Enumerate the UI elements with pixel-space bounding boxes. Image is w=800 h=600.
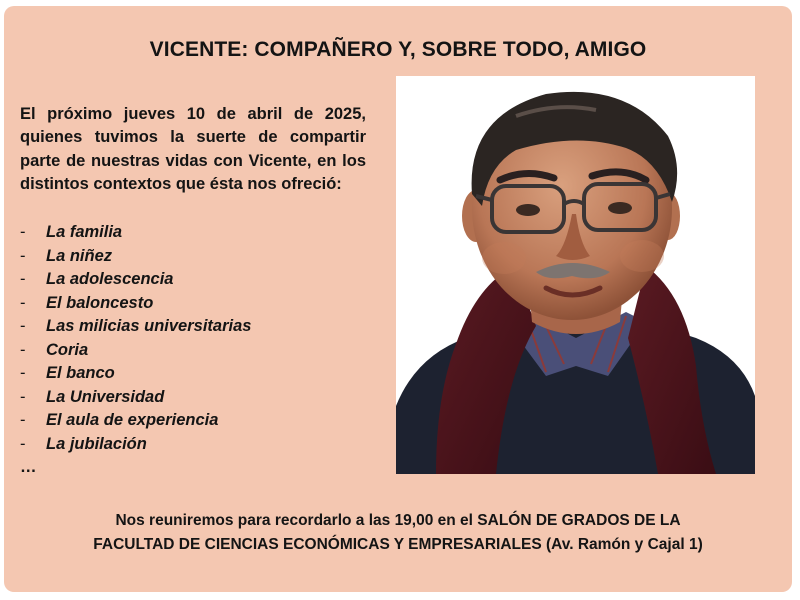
footer-announcement	[4, 509, 792, 557]
list-item-label: Coria	[46, 340, 89, 359]
contexts-list	[20, 221, 251, 456]
portrait-photo	[396, 76, 755, 474]
list-item-label: La niñez	[46, 246, 113, 265]
list-item	[20, 433, 251, 457]
memorial-flyer	[4, 6, 792, 592]
list-item-label: La Universidad	[46, 387, 165, 406]
list-dash: -	[20, 270, 26, 288]
list-item-label: La adolescencia	[46, 270, 174, 288]
list-dash: -	[20, 364, 26, 382]
list-item-label: El baloncesto	[46, 293, 154, 312]
footer-line-1: Nos reuniremos para recordarlo a las 19,00 en el SALÓN DE GRADOS DE LA	[115, 512, 681, 529]
list-item	[20, 268, 251, 292]
list-item	[20, 386, 251, 410]
list-dash: -	[20, 293, 26, 312]
footer-line-2: FACULTAD DE CIENCIAS ECONÓMICAS Y EMPRESARIALES (Av. Ramón y Cajal 1)	[93, 536, 703, 553]
portrait-illustration	[396, 76, 755, 474]
list-item	[20, 339, 251, 363]
list-dash: -	[20, 246, 26, 265]
list-dash: -	[20, 411, 26, 429]
list-item	[20, 221, 251, 245]
list-item	[20, 362, 251, 386]
list-item	[20, 292, 251, 316]
list-item-label: La familia	[46, 223, 123, 241]
flyer-title: VICENTE: COMPAÑERO Y, SOBRE TODO, AMIGO	[149, 38, 647, 61]
list-dash: -	[20, 387, 26, 406]
list-item-label: La jubilación	[46, 434, 147, 453]
intro-paragraph: El próximo jueves 10 de abril de 2025, quienes tuvimos la suerte de compartir parte de nuestras vidas con Vicente, en los distintos contextos que ésta nos ofreció:	[20, 105, 366, 194]
list-dash: -	[20, 317, 26, 335]
list-dash: -	[20, 223, 26, 241]
list-item-label: El aula de experiencia	[46, 411, 219, 429]
list-dash: -	[20, 340, 26, 359]
list-item	[20, 245, 251, 269]
list-item-label: El banco	[46, 364, 115, 382]
list-ellipsis: …	[20, 458, 37, 476]
list-item-label: Las milicias universitarias	[46, 317, 252, 335]
list-item	[20, 409, 251, 433]
list-dash: -	[20, 434, 26, 453]
list-item	[20, 315, 251, 339]
